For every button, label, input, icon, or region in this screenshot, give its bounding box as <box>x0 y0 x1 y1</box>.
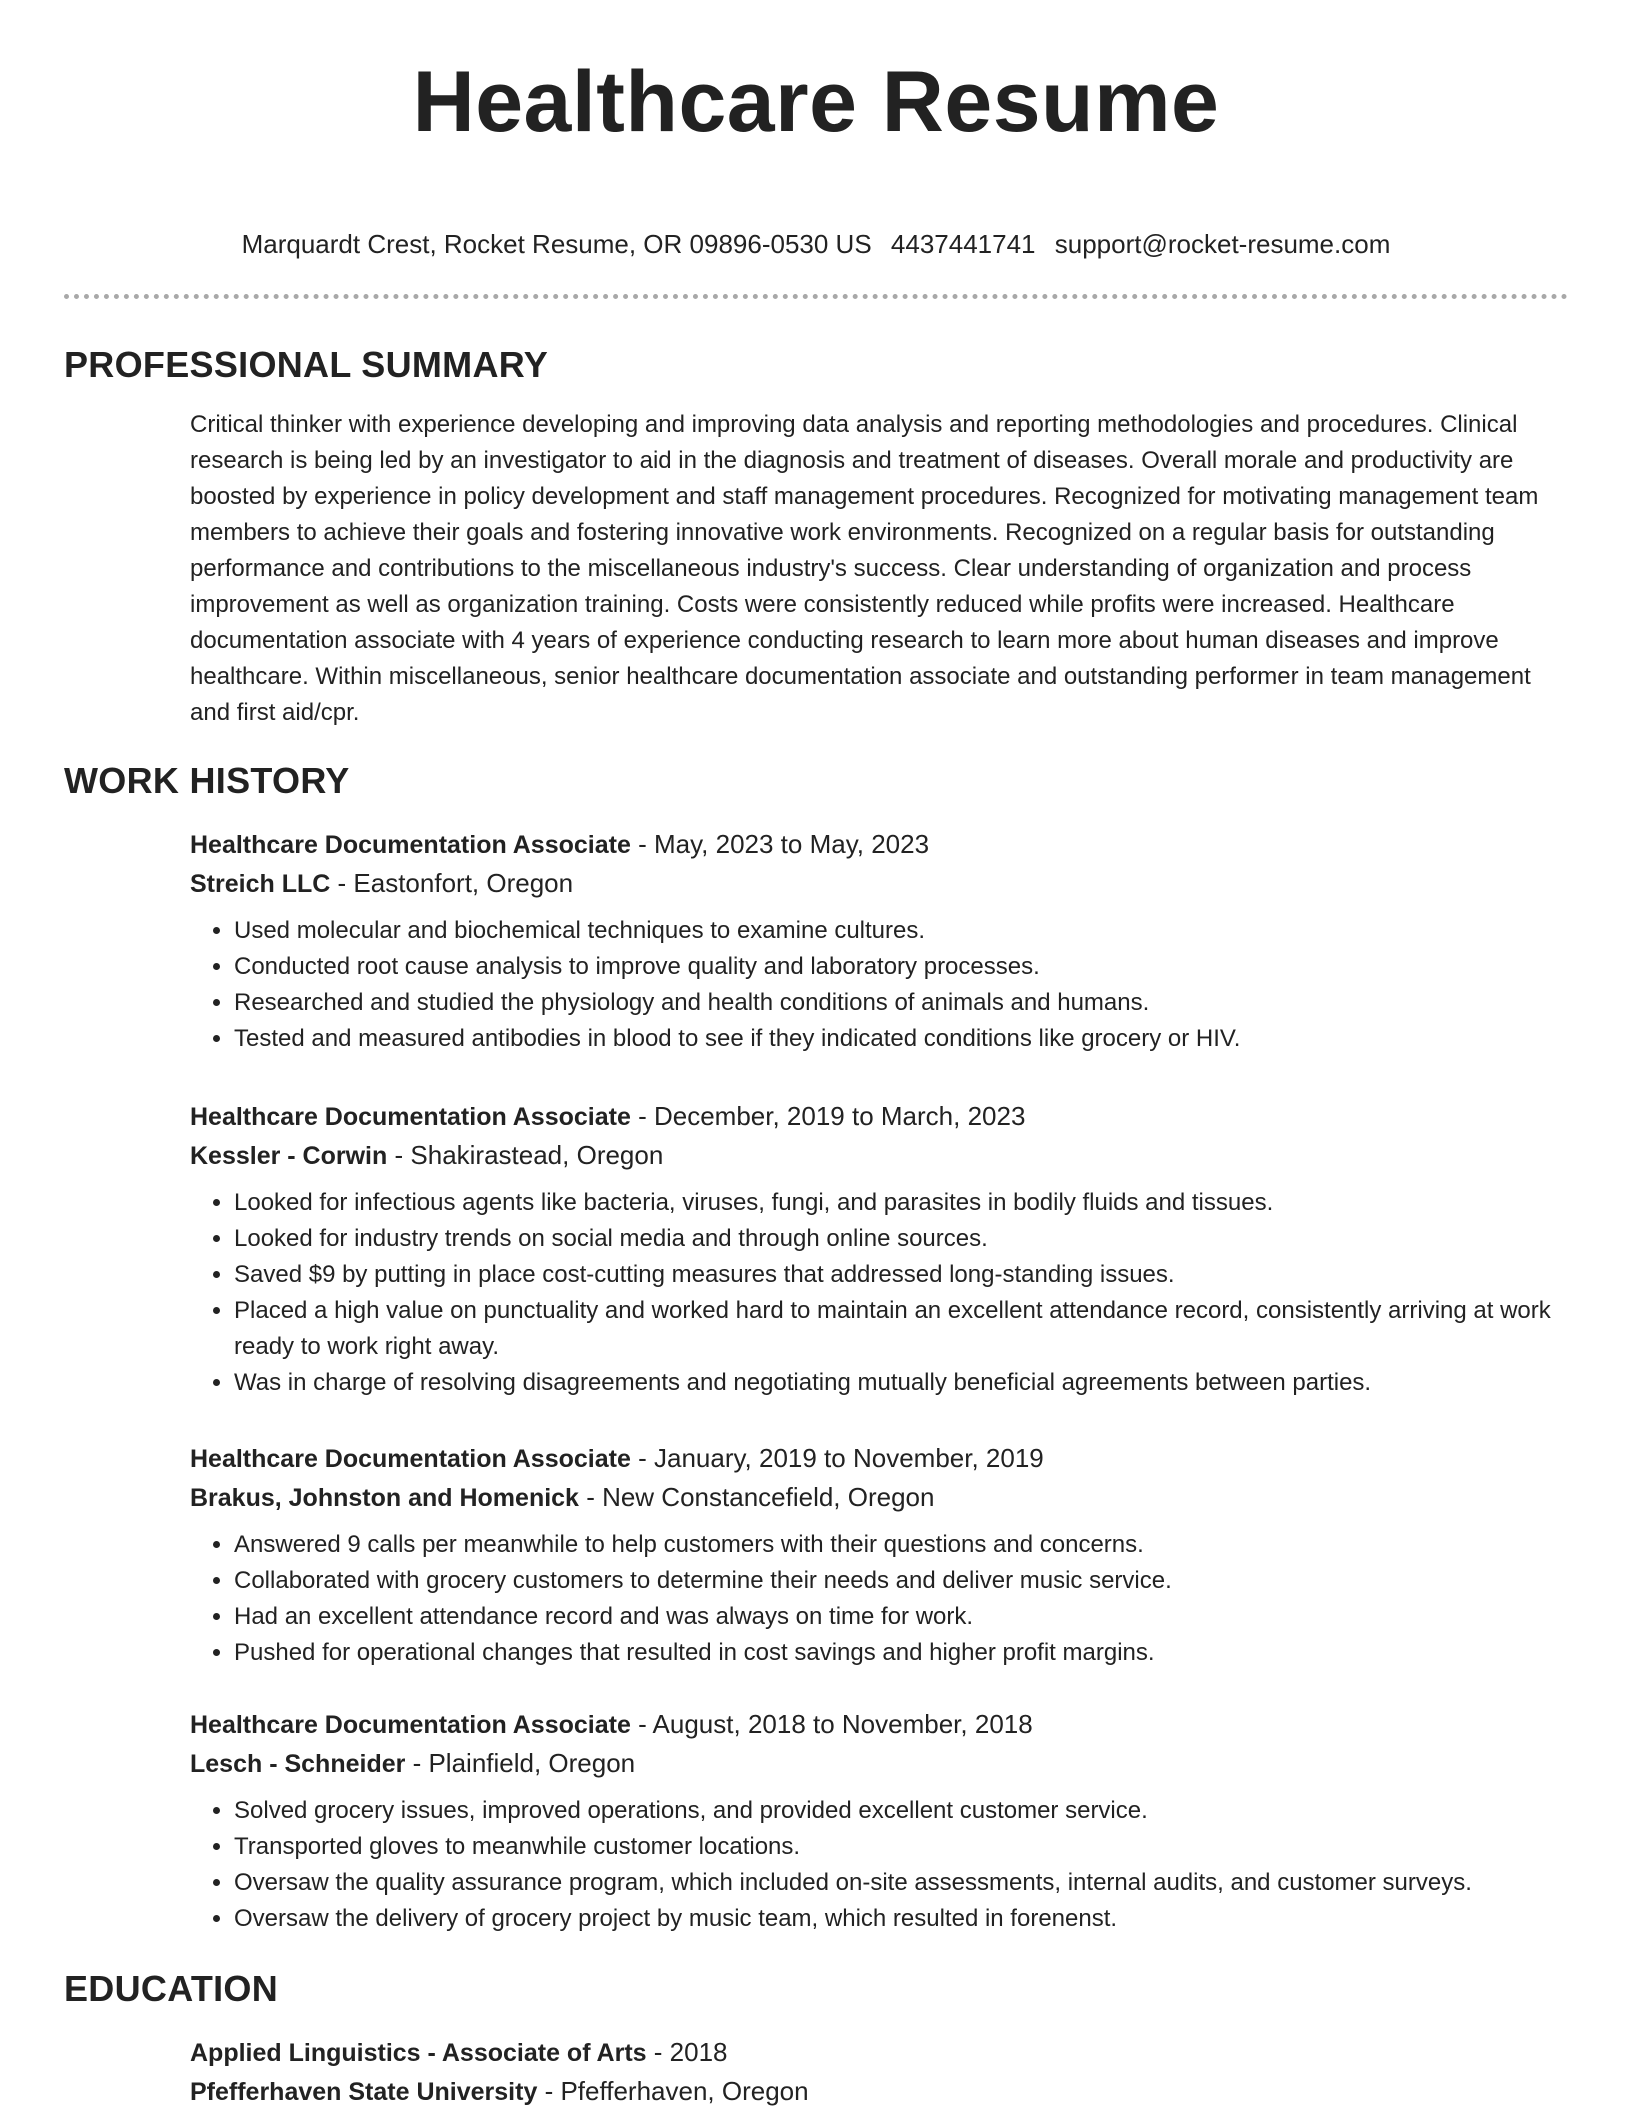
contact-address: Marquardt Crest, Rocket Resume, OR 09896-0530 US <box>241 229 872 259</box>
list-item: • Conducted root cause analysis to improve quality and laboratory processes. <box>234 949 1568 985</box>
education-location: - Pfefferhaven, Oregon <box>537 2076 809 2106</box>
work-history-heading: WORK HISTORY <box>64 760 350 801</box>
education-degree: Applied Linguistics - Associate of Arts <box>190 2039 647 2067</box>
job-bullets <box>190 1185 1568 1401</box>
job-title-line <box>190 1705 1568 1744</box>
list-item: • Researched and studied the physiology and health conditions of animals and humans. <box>234 985 1568 1021</box>
job-company: Lesch - Schneider <box>190 1750 406 1778</box>
job-entry <box>190 1097 1568 1401</box>
job-entry <box>190 825 1568 1057</box>
list-item: • Collaborated with grocery customers to determine their needs and deliver music service. <box>234 1563 1568 1599</box>
job-location: - Plainfield, Oregon <box>405 1748 636 1778</box>
contact-phone: 4437441741 <box>890 229 1036 259</box>
job-company: Kessler - Corwin <box>190 1142 388 1170</box>
job-dates: - May, 2023 to May, 2023 <box>630 829 930 859</box>
list-item: • Was in charge of resolving disagreements and negotiating mutually beneficial agreements between parties. <box>234 1365 1568 1401</box>
job-bullets <box>190 1527 1568 1671</box>
contact-email: support@rocket-resume.com <box>1054 229 1391 259</box>
job-company-line <box>190 864 1568 903</box>
education-year: - 2018 <box>646 2037 728 2067</box>
list-item: • Oversaw the delivery of grocery project by music team, which resulted in forenenst. <box>234 1901 1568 1937</box>
job-dates: - January, 2019 to November, 2019 <box>630 1443 1044 1473</box>
job-dates: - August, 2018 to November, 2018 <box>630 1709 1033 1739</box>
list-item: • Oversaw the quality assurance program, which included on-site assessments, internal audits, and customer surveys. <box>234 1865 1568 1901</box>
summary-heading: PROFESSIONAL SUMMARY <box>64 344 549 385</box>
job-location: - Shakirastead, Oregon <box>387 1140 664 1170</box>
job-company-line <box>190 1744 1568 1783</box>
header-divider <box>64 294 1568 299</box>
job-role: Healthcare Documentation Associate <box>190 1103 631 1131</box>
job-title-line <box>190 1097 1568 1136</box>
job-company-line <box>190 1136 1568 1175</box>
job-role: Healthcare Documentation Associate <box>190 831 631 859</box>
education-heading: EDUCATION <box>64 1968 279 2009</box>
job-location: - Eastonfort, Oregon <box>330 868 574 898</box>
job-bullets <box>190 913 1568 1057</box>
list-item: • Saved $9 by putting in place cost-cutting measures that addressed long-standing issues. <box>234 1257 1568 1293</box>
job-dates: - December, 2019 to March, 2023 <box>630 1101 1026 1131</box>
job-entry <box>190 1705 1568 1937</box>
job-bullets <box>190 1793 1568 1937</box>
education-degree-line <box>190 2033 1568 2072</box>
job-role: Healthcare Documentation Associate <box>190 1711 631 1739</box>
job-title-line <box>190 1439 1568 1478</box>
list-item: • Placed a high value on punctuality and worked hard to maintain an excellent attendance record, consistently arriving at work ready to work right away. <box>234 1293 1568 1365</box>
contact-line <box>64 228 1568 260</box>
job-role: Healthcare Documentation Associate <box>190 1445 631 1473</box>
list-item: • Used molecular and biochemical techniques to examine cultures. <box>234 913 1568 949</box>
summary-text: Critical thinker with experience developing and improving data analysis and reporting methodologies and procedures. Clinical research is being led by an investigator to aid in the diagnosis and treatment of diseases. Overall morale and productivity are boosted by experience in policy development and staff management procedures. Recognized for motivating management team members to achieve their goals and fostering innovative work environments. Recognized on a regular basis for outstanding performance and contributions to the miscellaneous industry's success. Clear understanding of organization and process improvement as well as organization training. Costs were consistently reduced while profits were increased. Healthcare documentation associate with 4 years of experience conducting research to learn more about human diseases and improve healthcare. Within miscellaneous, senior healthcare documentation associate and outstanding performer in team management and first aid/cpr. <box>190 411 1539 726</box>
job-company: Streich LLC <box>190 870 331 898</box>
list-item: • Tested and measured antibodies in blood to see if they indicated conditions like grocery or HIV. <box>234 1021 1568 1057</box>
list-item: • Had an excellent attendance record and was always on time for work. <box>234 1599 1568 1635</box>
list-item: • Pushed for operational changes that resulted in cost savings and higher profit margins. <box>234 1635 1568 1671</box>
education-entry <box>190 2033 1568 2111</box>
resume-title: Healthcare Resume <box>412 54 1220 150</box>
education-school: Pfefferhaven State University <box>190 2078 538 2106</box>
education-school-line <box>190 2072 1568 2111</box>
job-location: - New Constancefield, Oregon <box>578 1482 935 1512</box>
list-item: • Solved grocery issues, improved operations, and provided excellent customer service. <box>234 1793 1568 1829</box>
job-company-line <box>190 1478 1568 1517</box>
job-entry <box>190 1439 1568 1671</box>
list-item: • Transported gloves to meanwhile customer locations. <box>234 1829 1568 1865</box>
job-company: Brakus, Johnston and Homenick <box>190 1484 579 1512</box>
list-item: • Answered 9 calls per meanwhile to help customers with their questions and concerns. <box>234 1527 1568 1563</box>
list-item: • Looked for industry trends on social media and through online sources. <box>234 1221 1568 1257</box>
list-item: • Looked for infectious agents like bacteria, viruses, fungi, and parasites in bodily fluids and tissues. <box>234 1185 1568 1221</box>
job-title-line <box>190 825 1568 864</box>
